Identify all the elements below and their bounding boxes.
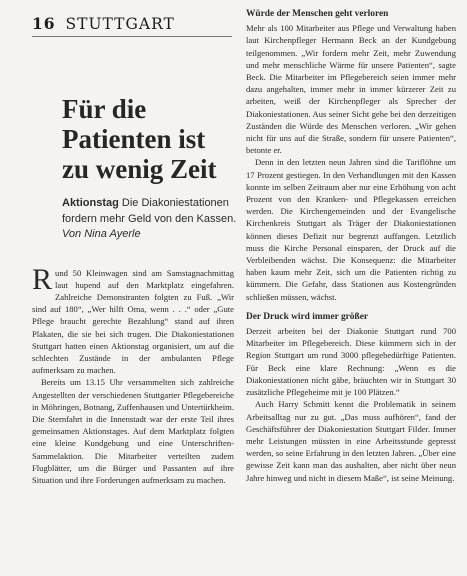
subheading: Der Druck wird immer größer [246,311,369,322]
paragraph: Bereits um 13.15 Uhr versammelten sich zahlreiche Angestellten der verschiedenen Stuttgarter Pflegebereiche in Möhringen, Botnang, Zuffenhausen und Untertürkheim. Die Sternfahrt in die Innenstadt war der erste Teil ihres gemeinsamen Aktionstages. Auf dem Marktplatz folgten eine kleine Kundgebung und eine Unterschriften-Sammelaktion. Die Mitarbeiter verteilten zudem Flugblätter, um die Bürger und Passanten auf ihre Situation und ihre Forderungen aufmerksam zu machen. [32,377,234,485]
byline: Von Nina Ayerle [62,228,141,240]
article-headline: Für die Patienten ist zu wenig Zeit [62,94,217,184]
left-column [18,14,237,486]
paragraph-text: und 50 Kleinwagen sind am Samstagnachmittag laut hupend auf den Marktplatz eingefahren. Zahlreiche Demonstranten folgten zu Fuß. „Wir sind auf 180“, „Wer hilft Oma, wenn . . .“ oder „Gute Pflege braucht gerechte Bezahlung“ stand auf ihren Plakaten, die sie bei sich trugen. Die Diakoniestationen Stuttgart hatten einen Aktionstag organisiert, um auf die schlechten Zustände in der ambulanten Pflege aufmerksam zu machen. [32,267,234,376]
teaser-kicker: Aktionstag [62,197,119,209]
subheading: Würde der Menschen geht verloren [246,9,389,19]
paragraph: Mehr als 100 Mitarbeiter aus Pflege und Verwaltung haben laut Kirchenpfleger Hermann Beck an der Kundgebung teilgenommen. „Wir fordern mehr Zeit, mehr Zuwendung und mehr menschliche Wärme für unsere Patienten“, sagte Beck. Die Mitarbeiter im Pflegebereich seien immer mehr dazu angehalten, immer mehr in immer kürzerer Zeit zu arbeiten, weiß der Kirchenpfleger als Sprecher der Diakoniestationen. Aus seiner Sicht gehe bei den derzeitigen Zuständen die Würde des Menschen verloren. „Wir gehen nicht für uns auf die Straße, sondern für unsere Patienten“, betonte er. [246,23,456,156]
paragraph [32,262,234,377]
right-column [246,8,456,484]
teaser-text: Die Diakoniestationen fordern mehr Geld von den Kassen. [62,197,237,225]
article-teaser [62,196,238,243]
section-name: STUTTGART [65,15,175,33]
section-header [32,14,232,37]
left-body-text [32,262,234,487]
right-body-text [246,8,456,484]
paragraph: Auch Harry Schmitt kennt die Problematik in seinem Arbeitsalltag nur zu gut. „Das muss aufhören“, fand der Geschäftsführer der Diakoniestation Stuttgart Filder. Immer mehr Leistungen müssten in eine Arbeitsstunde gepresst werden, so seine Erfahrung in den letzten Jahren. „Über eine gewisse Zeit kann man das aushalten, aber nicht über neun Jahre hinweg und nicht in diesem Maße“, ist seine Meinung. [246,399,456,483]
paragraph: Denn in den letzten neun Jahren sind die Tariflöhne um 17 Prozent gestiegen. In den Verhandlungen mit den Kassen konnte im selben Zeitraum aber nur eine Erhöhung von acht Prozent von den Kranken- und Pflegekassen erreichen werden. Die Kirchengemeinden und der Evangelische Kirchenkreis Stuttgart als Träger der Diakoniestationen können dieses Defizit nur begrenzt auffangen. Letztlich muss die Kirche Personal einsparen, der Druck auf die Verbleibenden wächst. Die Konsequenz: die Mitarbeiter haben kaum mehr Zeit, sich um die Patienten richtig zu kümmern. Die Gefahr, dass Stationen aus Kostengründen schließen müssen, wächst. [246,157,456,302]
paragraph: Derzeit arbeiten bei der Diakonie Stuttgart rund 700 Mitarbeiter im Pflegebereich. Diese kümmern sich in der Region Stuttgart um rund 3000 pflegebedürftige Patienten. Für Beck eine klare Rechnung: „Wenn es die Diakoniestationen nicht gäbe, bräuchten wir in Stuttgart 30 zusätzliche Pflegeheime mit je 100 Plätzen.“ [246,326,456,398]
page-number: 16 [32,14,56,33]
drop-cap: R [32,262,53,296]
